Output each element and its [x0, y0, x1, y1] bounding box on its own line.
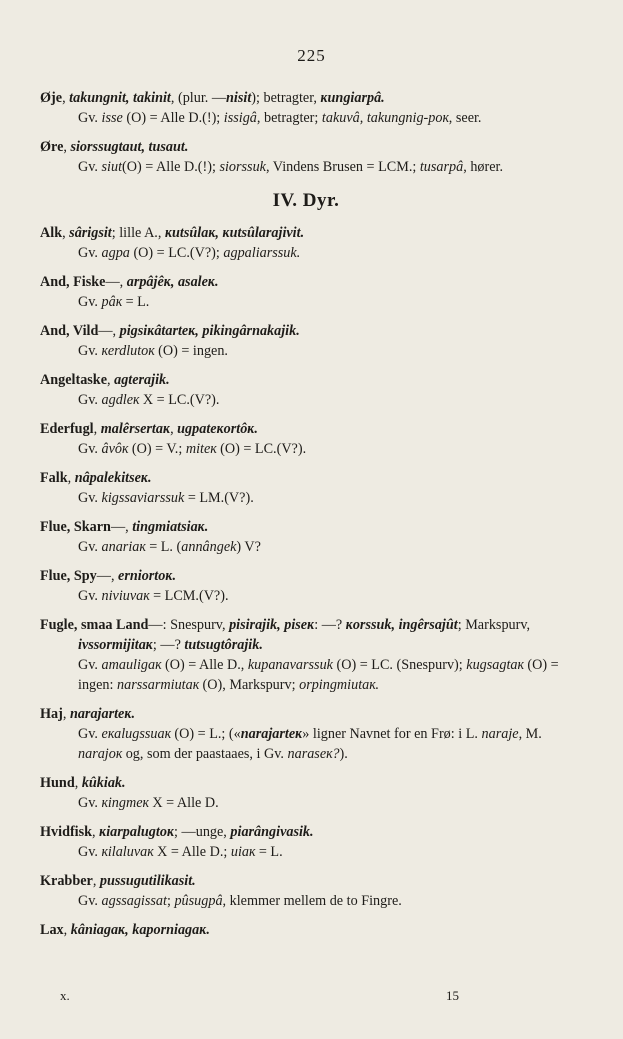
- entry-body: [40, 243, 572, 263]
- text-run: Haj: [40, 706, 63, 722]
- text-run: narajoĸ: [78, 746, 123, 762]
- text-run: ĸingmeĸ: [101, 795, 149, 811]
- entry-head: [40, 419, 572, 439]
- dictionary-entry-hvidfisk: [40, 822, 572, 862]
- entry-body: [40, 439, 572, 459]
- text-run: tusarpâ: [419, 159, 464, 175]
- text-run: Hvidfisk: [40, 824, 93, 840]
- entry-body: [40, 341, 572, 361]
- dictionary-entry-and-fiske: [40, 272, 572, 312]
- text-run: narajarteĸ: [240, 726, 303, 742]
- text-run: annângek: [181, 539, 237, 555]
- text-run: X = Alle D.: [148, 795, 219, 811]
- entry-body: [40, 655, 572, 695]
- text-run: amauligaĸ: [101, 657, 162, 673]
- text-run: —,: [110, 519, 133, 535]
- entry-head: [40, 615, 572, 655]
- text-run: ĸorssuk, ingêrsajût: [345, 617, 458, 633]
- text-run: Gv.: [78, 245, 102, 261]
- text-run: , seer.: [448, 110, 482, 126]
- text-run: tutsugtôrajik.: [184, 637, 263, 653]
- text-run: miteĸ: [185, 441, 217, 457]
- text-run: narssarmiutaĸ: [117, 677, 199, 693]
- text-run: pûsugpâ: [174, 893, 223, 909]
- text-run: , (plur. —: [170, 90, 227, 106]
- text-run: Angeltaske: [40, 372, 107, 388]
- entry-head: [40, 468, 572, 488]
- entry-body: [40, 842, 572, 862]
- text-run: kugsagtaĸ: [466, 657, 524, 673]
- text-run: Fugle, smaa Land: [40, 617, 149, 633]
- text-run: ugpateĸortôĸ.: [177, 421, 258, 437]
- dictionary-entry-ederfugl: [40, 419, 572, 459]
- text-run: , betragter;: [256, 110, 322, 126]
- text-run: Gv.: [78, 392, 102, 408]
- text-run: agssagissat: [101, 893, 167, 909]
- text-run: Gv.: [78, 110, 102, 126]
- text-run: Lax: [40, 922, 64, 938]
- text-run: , klemmer mellem de to Fingre.: [222, 893, 402, 909]
- entry-body: [40, 390, 572, 410]
- text-run: ; —?: [152, 637, 185, 653]
- text-run: = L. (: [145, 539, 182, 555]
- text-run: âvôĸ: [101, 441, 129, 457]
- text-run: anariaĸ: [101, 539, 146, 555]
- text-run: isse: [101, 110, 123, 126]
- page-number: 225: [297, 46, 326, 65]
- text-run: ,: [67, 470, 75, 486]
- text-run: kâniagaĸ, kaporniagaĸ.: [70, 922, 210, 938]
- entry-head: [40, 704, 572, 724]
- entry-head: [40, 773, 572, 793]
- entry-body: [40, 724, 572, 764]
- text-run: Gv.: [78, 441, 102, 457]
- dictionary-entry-e1: [40, 88, 572, 128]
- text-run: X = LC.(V?).: [139, 392, 220, 408]
- text-run: ,: [62, 706, 70, 722]
- dictionary-entry-haj: [40, 704, 572, 764]
- text-run: tingmiatsiaĸ.: [132, 519, 209, 535]
- text-run: ,: [62, 225, 70, 241]
- text-run: ĸilaluvaĸ: [101, 844, 154, 860]
- dictionary-entry-e2: [40, 137, 572, 177]
- text-run: Gv.: [78, 795, 102, 811]
- text-run: takungnit, takinit: [69, 90, 171, 106]
- text-run: ,: [63, 922, 71, 938]
- entry-head: [40, 822, 572, 842]
- text-run: (O) = ingen.: [154, 343, 228, 359]
- text-run: —: Snespurv,: [148, 617, 230, 633]
- text-run: —,: [105, 274, 127, 290]
- text-run: ĸutsûlaĸ, ĸutsûlarajivit.: [164, 225, 305, 241]
- text-run: narajarteĸ.: [69, 706, 135, 722]
- text-run: Gv.: [78, 893, 102, 909]
- text-run: erniortoĸ.: [118, 568, 176, 584]
- text-run: og, som der paastaaes, i Gv.: [122, 746, 288, 762]
- text-run: (O) = Alle D.,: [161, 657, 248, 673]
- dictionary-entry-angeltaske: [40, 370, 572, 410]
- text-run: issigâ: [223, 110, 257, 126]
- text-run: X = Alle D.;: [153, 844, 231, 860]
- entry-head: [40, 370, 572, 390]
- text-run: ,: [63, 139, 71, 155]
- text-run: ); betragter,: [251, 90, 321, 106]
- text-run: Krabber: [40, 873, 93, 889]
- entry-head: [40, 88, 572, 108]
- text-run: ; lille A.,: [111, 225, 165, 241]
- entry-head: [40, 137, 572, 157]
- dictionary-entry-alk: [40, 223, 572, 263]
- text-run: nisit: [226, 90, 252, 106]
- text-run: » ligner Navnet for en Frø: i L.: [302, 726, 482, 742]
- text-run: ,: [74, 775, 82, 791]
- text-run: Ederfugl: [40, 421, 94, 437]
- text-run: Gv.: [78, 539, 102, 555]
- text-run: naraje: [481, 726, 519, 742]
- text-run: Gv.: [78, 159, 102, 175]
- entry-head: [40, 871, 572, 891]
- text-run: = L.: [255, 844, 283, 860]
- text-run: = LM.(V?).: [184, 490, 254, 506]
- text-run: , Vindens Brusen = LCM.;: [265, 159, 420, 175]
- text-run: ).: [339, 746, 348, 762]
- text-run: ĸungiarpâ.: [320, 90, 385, 106]
- text-run: ,: [107, 372, 115, 388]
- text-run: naraseĸ?: [287, 746, 340, 762]
- text-run: nâpalekitseĸ.: [74, 470, 152, 486]
- text-run: Alk: [40, 225, 63, 241]
- text-run: ĸerdlutoĸ: [101, 343, 155, 359]
- entry-head: [40, 517, 572, 537]
- text-run: kûkiak.: [81, 775, 126, 791]
- text-run: Flue, Spy: [40, 568, 97, 584]
- text-run: ) V?: [236, 539, 261, 555]
- text-run: ,: [170, 421, 178, 437]
- text-run: (O) = LC.(V?);: [129, 245, 224, 261]
- text-run: (O), Markspurv;: [199, 677, 300, 693]
- text-run: = LCM.(V?).: [149, 588, 229, 604]
- entry-head: [40, 223, 572, 243]
- text-run: (O) = L.; («: [170, 726, 241, 742]
- text-run: Gv.: [78, 726, 102, 742]
- text-run: agpa: [101, 245, 130, 261]
- text-run: pâĸ: [101, 294, 123, 310]
- text-run: arpâjêĸ, asaleĸ.: [126, 274, 219, 290]
- text-run: , hører.: [463, 159, 504, 175]
- text-run: ,: [93, 421, 101, 437]
- text-run: Hund: [40, 775, 75, 791]
- entry-head: [40, 272, 572, 292]
- text-run: = L.: [122, 294, 150, 310]
- text-run: : —?: [314, 617, 346, 633]
- text-run: niviuvaĸ: [101, 588, 150, 604]
- text-run: ,: [62, 90, 70, 106]
- footer-sheet-number: 15: [446, 988, 459, 1003]
- text-run: pigsiĸâtarteĸ, pikingârnakajik.: [119, 323, 300, 339]
- text-run: Falk: [40, 470, 68, 486]
- text-run: sârigsit: [69, 225, 112, 241]
- text-run: ivssormijitaĸ: [78, 637, 153, 653]
- entry-head: [40, 321, 572, 341]
- text-run: ĸiarpalugtoĸ: [99, 824, 175, 840]
- text-run: (O) = ingen:: [78, 657, 559, 693]
- entry-body: [40, 292, 572, 312]
- text-run: (O) = V.;: [128, 441, 186, 457]
- text-run: ;: [166, 893, 175, 909]
- text-run: eĸalugssuaĸ: [101, 726, 171, 742]
- text-run: siorssugtaut, tusaut.: [70, 139, 189, 155]
- entry-body: [40, 586, 572, 606]
- text-run: siorssuk: [219, 159, 266, 175]
- text-run: takuvâ, takungnig-poĸ: [321, 110, 449, 126]
- text-run: And, Fiske: [40, 274, 106, 290]
- text-run: agterajik.: [114, 372, 170, 388]
- text-run: pisirajik, piseĸ: [229, 617, 315, 633]
- footer-signature: x.: [60, 988, 70, 1003]
- text-run: Gv.: [78, 588, 102, 604]
- text-run: pussugutilikasit.: [99, 873, 196, 889]
- text-run: agdleĸ: [101, 392, 140, 408]
- text-run: ; —unge,: [174, 824, 231, 840]
- dictionary-entry-falk: [40, 468, 572, 508]
- dictionary-content: [40, 88, 572, 949]
- text-run: malêrsertaĸ: [100, 421, 171, 437]
- text-run: —,: [98, 323, 120, 339]
- entry-body: [40, 793, 572, 813]
- text-run: siut: [101, 159, 123, 175]
- dictionary-entry-flue-spy: [40, 566, 572, 606]
- entry-body: [40, 157, 572, 177]
- dictionary-entry-lax: [40, 920, 572, 940]
- text-run: ,: [92, 873, 100, 889]
- text-run: Gv.: [78, 657, 102, 673]
- dictionary-entry-flue-skarn: [40, 517, 572, 557]
- text-run: Øje: [40, 90, 63, 106]
- text-run: Gv.: [78, 490, 102, 506]
- text-run: (O) = Alle D.(!);: [122, 110, 224, 126]
- text-run: Øre: [40, 139, 64, 155]
- text-run: uiaĸ: [230, 844, 256, 860]
- text-run: ; Markspurv,: [457, 617, 531, 633]
- text-run: (O) = Alle D.(!);: [122, 159, 220, 175]
- text-run: Gv.: [78, 294, 102, 310]
- entry-head: [40, 920, 572, 940]
- text-run: kupanavarssuk: [247, 657, 333, 673]
- text-run: ,: [92, 824, 100, 840]
- entry-body: [40, 537, 572, 557]
- text-run: , M.: [518, 726, 542, 742]
- entry-head: [40, 566, 572, 586]
- text-run: agpaliarssuk.: [223, 245, 301, 261]
- entry-body: [40, 488, 572, 508]
- text-run: And, Vild: [40, 323, 99, 339]
- dictionary-entry-hund: [40, 773, 572, 813]
- dictionary-entry-krabber: [40, 871, 572, 911]
- text-run: kigssaviarssuk: [101, 490, 185, 506]
- text-run: orpingmiutaĸ.: [299, 677, 380, 693]
- text-run: —,: [96, 568, 119, 584]
- text-run: Flue, Skarn: [40, 519, 111, 535]
- section-title: IV. Dyr.: [272, 190, 340, 211]
- text-run: Gv.: [78, 844, 102, 860]
- entry-body: [40, 891, 572, 911]
- text-run: Gv.: [78, 343, 102, 359]
- text-run: (O) = LC. (Snespurv);: [332, 657, 467, 673]
- dictionary-entry-fugle: [40, 615, 572, 695]
- text-run: piarângivasik.: [230, 824, 314, 840]
- entry-body: [40, 108, 572, 128]
- text-run: (O) = LC.(V?).: [216, 441, 307, 457]
- dictionary-entry-and-vild: [40, 321, 572, 361]
